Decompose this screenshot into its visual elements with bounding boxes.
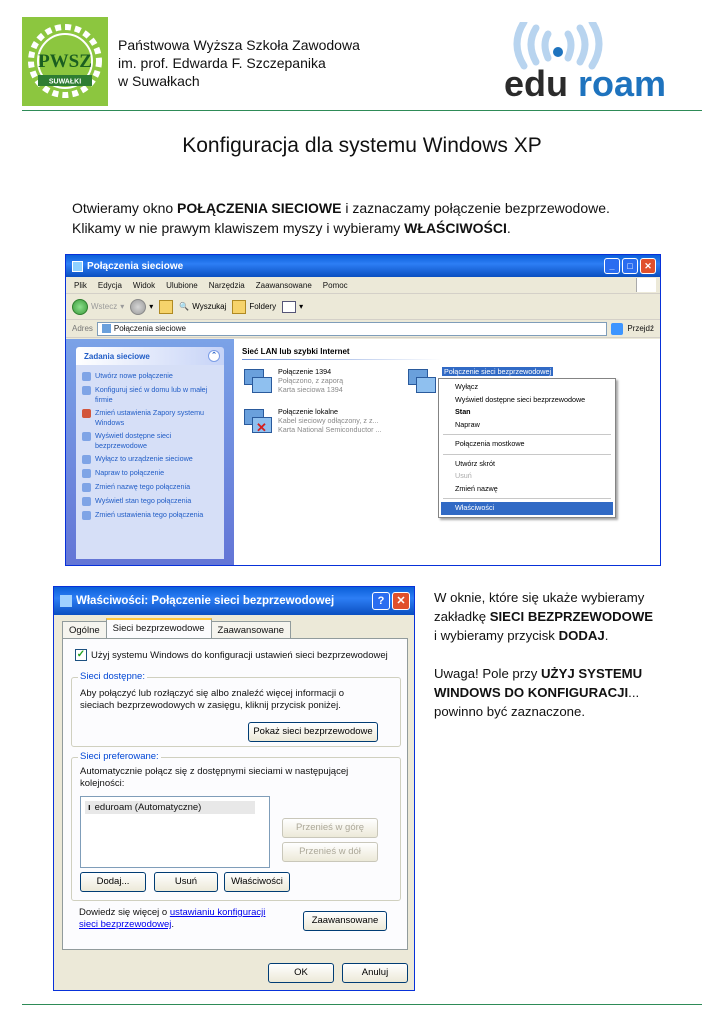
wireless-antenna-icon: ı [88,802,91,813]
task-item[interactable]: Zmień nazwę tego połączenia [82,482,220,492]
collapse-icon[interactable]: ⌃ [208,350,220,362]
eduroam-logo [496,22,700,104]
task-item[interactable]: Zmień ustawienia tego połączenia [82,510,220,520]
tab-general[interactable]: Ogólne [62,621,107,638]
address-bar [66,320,660,338]
status-icon [82,497,91,506]
menu-pomoc[interactable]: Pomoc [322,280,348,290]
folder-up-icon [159,300,173,314]
menu-edycja[interactable]: Edycja [97,280,122,290]
menu-widok[interactable]: Widok [132,280,156,290]
tab-panel [62,638,408,950]
menu-ulubione[interactable]: Ulubione [166,280,198,290]
network-folder-icon [72,261,83,272]
pwsz-logo [22,17,108,106]
menu-plik[interactable]: Plik [74,280,87,290]
ctx-bridge[interactable]: Połączenia mostkowe [455,439,525,448]
use-windows-config[interactable]: ✓ Użyj systemu Windows do konfiguracji ustawień sieci bezprzewodowej [76,649,388,661]
learn-more-text: Dowiedz się więcej o ustawianiu konfiguracji sieci bezprzewodowej. [79,907,266,930]
menu-narzedzia[interactable]: Narzędzia [208,280,245,290]
available-networks-legend: Sieci dostępne: [80,671,145,682]
go-arrow-icon[interactable] [611,323,623,335]
address-label: Adres [72,324,93,333]
task-item[interactable]: Wyświetl dostępne sieci bezprzewodowe [82,431,220,450]
properties-button[interactable]: Właściwości [224,872,290,892]
connection-1394[interactable]: Połączenie 1394 Połączono, z zaporą Karta sieciowa 1394 [242,367,343,397]
tab-bar [62,621,290,638]
repair-icon [82,469,91,478]
rename-icon [82,483,91,492]
header-rule [22,110,702,111]
close-button[interactable]: ✕ [392,592,410,610]
remove-button[interactable]: Usuń [154,872,218,892]
window-title: Połączenia sieciowe [87,260,184,272]
task-item[interactable]: Wyświetl stan tego połączenia [82,496,220,506]
views-button[interactable]: ▾ [282,301,303,313]
wireless-connection-icon [406,367,436,397]
school-line-1: Państwowa Wyższa Szkoła Zawodowa [118,37,360,53]
eduroam-edu: edu [504,63,569,104]
logo-text: PWSZ [38,51,92,72]
ctx-delete: Usuń [455,471,472,480]
folders-icon [232,300,246,314]
task-pane-header[interactable]: Zadania sieciowe ⌃ [76,347,224,365]
wireless-icon [82,432,91,441]
menu-zaawansowane[interactable]: Zaawansowane [255,280,312,290]
task-item[interactable]: Utwórz nowe połączenie [82,371,220,381]
ctx-rename[interactable]: Zmień nazwę [455,483,498,493]
window-titlebar [66,255,660,277]
wireless-properties-dialog [53,586,415,991]
preferred-networks-list[interactable] [80,796,270,868]
task-item[interactable]: Konfiguruj sieć w domu lub w małej firmie [82,385,220,404]
ctx-status[interactable]: Stan [455,407,471,416]
ctx-properties[interactable]: Właściwości [441,502,613,515]
move-up-button: Przenieś w górę [282,818,378,838]
settings-icon [82,511,91,520]
go-button[interactable]: Przejdź [627,324,654,333]
connection-local[interactable]: ✕ Połączenie lokalne Kabel sieciowy odłączony, z z... Karta National Semiconductor ... [242,407,381,437]
back-arrow-icon [72,299,88,315]
footer-rule [22,1004,702,1005]
tab-advanced[interactable]: Zaawansowane [211,621,292,638]
views-icon [282,301,296,313]
ctx-repair[interactable]: Napraw [455,419,480,429]
minimize-button[interactable]: _ [604,258,620,274]
ok-button[interactable]: OK [268,963,334,983]
preferred-networks-legend: Sieci preferowane: [80,751,159,762]
task-item[interactable]: Wyłącz to urządzenie sieciowe [82,454,220,464]
school-name [118,36,360,90]
ctx-disable[interactable]: Wyłącz [455,382,479,391]
advanced-button[interactable]: Zaawansowane [303,911,387,931]
connection-icon [242,367,272,397]
context-menu [438,378,616,518]
folders-button[interactable]: Foldery [232,300,276,314]
dialog-title: Właściwości: Połączenie sieci bezprzewodowej [76,595,335,607]
search-button[interactable]: 🔍 Wyszukaj [179,302,227,311]
search-icon: 🔍 [179,302,190,311]
eduroam-roam: roam [578,63,667,104]
logo-subtext: SUWAŁKI [48,78,82,86]
disconnected-icon: ✕ [242,407,272,437]
home-network-icon [82,386,91,395]
connection-wireless[interactable]: Połączenie sieci bezprzewodowej [406,367,553,397]
task-pane [66,339,234,566]
disable-device-icon [82,455,91,464]
ctx-view-networks[interactable]: Wyświetl dostępne sieci bezprzewodowe [455,394,586,404]
toolbar [66,294,660,320]
task-item[interactable]: Zmień ustawienia Zapory systemu Windows [82,408,220,427]
school-line-2: im. prof. Edwarda F. Szczepanika [118,55,326,71]
menu-bar [66,277,660,294]
cancel-button[interactable]: Anuluj [342,963,408,983]
firewall-icon [82,409,91,418]
forward-button[interactable]: ▾ [130,299,153,315]
dialog-titlebar [54,587,414,615]
learn-more-link[interactable]: ustawianiu konfiguracji [169,907,266,918]
task-list [76,365,224,559]
windows-flag-icon [636,278,656,292]
connection-icon [60,595,72,607]
add-button[interactable]: Dodaj... [80,872,146,892]
side-instructions: W oknie, które się ukaże wybieramy zakładkę SIECI BEZPRZEWODOWE i wybieramy przycisk DODAJ. Uwaga! Pole przy UŻYJ SYSTEMU WINDOWS DO KONFIGURACJI... powinno być zaznaczone. [434,590,654,719]
network-icon [102,324,111,333]
group-header: Sieć LAN lub szybki Internet [242,347,350,356]
list-item[interactable]: ı eduroam (Automatyczne) [85,801,255,814]
help-button[interactable]: ? [372,592,390,610]
task-item[interactable]: Napraw to połączenie [82,468,220,478]
school-line-3: w Suwałkach [118,73,200,89]
available-networks-group: Sieci dostępne: Aby połączyć lub rozłączyć się albo znaleźć więcej informacji o sieciach bezprzewodowych w zasięgu, kliknij przycisk poniżej. Pokaż sieci bezprzewodowe [71,677,401,747]
tab-wireless-networks[interactable]: Sieci bezprzewodowe [106,618,212,638]
move-down-button: Przenieś w dół [282,842,378,862]
back-button[interactable]: Wstecz ▾ [72,299,124,315]
page-title: Konfiguracja dla systemu Windows XP [182,134,542,157]
close-button[interactable]: ✕ [640,258,656,274]
preferred-networks-group: Sieci preferowane: Automatycznie połącz się z dostępnymi sieciami w następującej kolejności: ı eduroam (Automatyczne) Przenieś w górę Przenieś w dół Dodaj... Usuń Właściwości [71,757,401,901]
show-networks-button[interactable]: Pokaż sieci bezprzewodowe [248,722,378,742]
address-field[interactable]: Połączenia sieciowe [97,322,607,336]
intro-text: Otwieramy okno POŁĄCZENIA SIECIOWE i zaznaczamy połączenie bezprzewodowe. Klikamy w nie prawym klawiszem myszy i wybieramy WŁAŚCIWOŚCI. [72,200,610,236]
forward-arrow-icon [130,299,146,315]
up-button[interactable] [159,300,173,314]
learn-more-link-2[interactable]: sieci bezprzewodowej [79,919,172,930]
checkbox-checked-icon[interactable]: ✓ [76,649,86,660]
ctx-shortcut[interactable]: Utwórz skrót [455,458,495,468]
maximize-button[interactable]: □ [622,258,638,274]
new-connection-icon [82,372,91,381]
